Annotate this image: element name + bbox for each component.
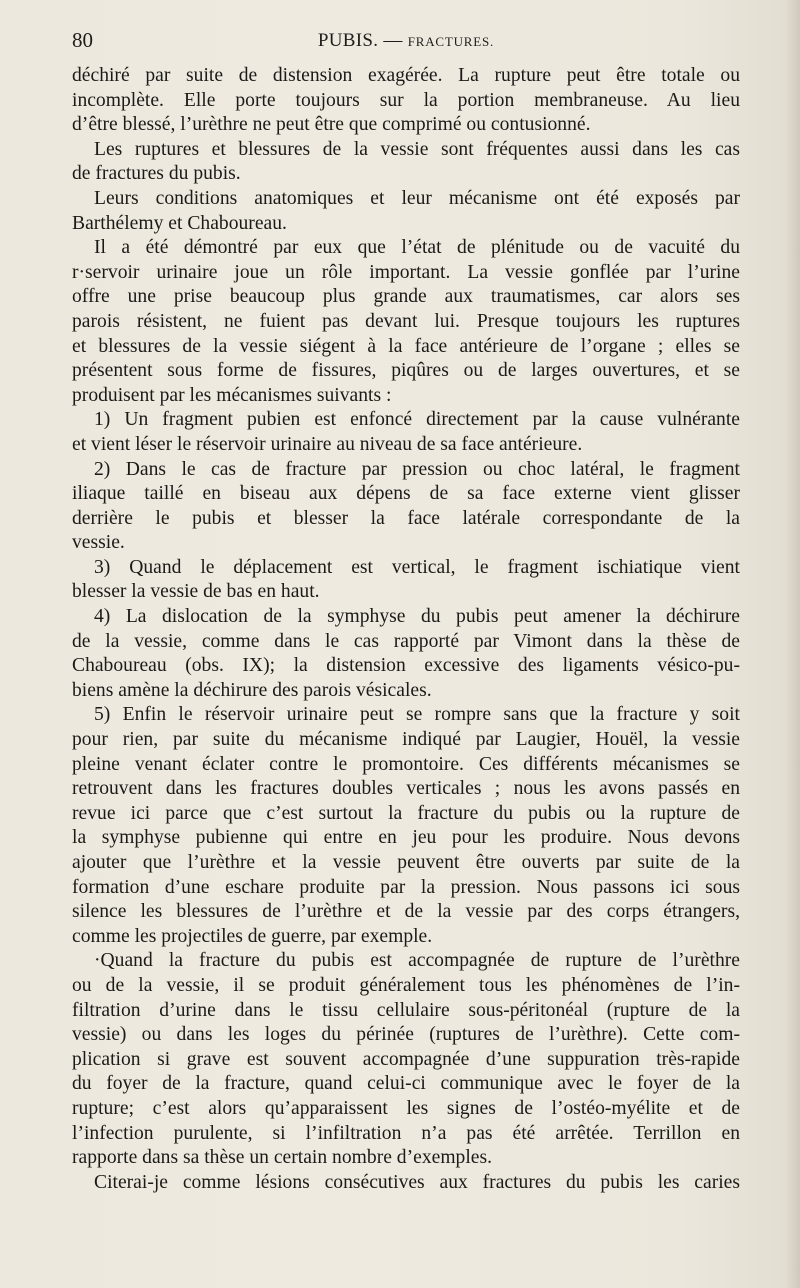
page-edge-shadow [784, 0, 800, 1288]
text-line: vessie) ou dans les loges du périnée (ruptures de l’urèthre). Cette com- [72, 1024, 740, 1046]
running-head-main: PUBIS. [317, 30, 379, 51]
text-line: pleine venant éclater contre le promontoire. Ces différents mécanismes se [72, 753, 740, 775]
text-line: offre une prise beaucoup plus grande aux traumatismes, car alors ses [72, 286, 740, 308]
text-line: retrouvent dans les fractures doubles verticales ; nous les avons passés en [72, 778, 740, 800]
text-line: rupture; c’est alors qu’apparaissent les signes de l’ostéo-myélite et de [72, 1097, 740, 1119]
text-line: r·servoir urinaire joue un rôle important. La vessie gonflée par l’urine [72, 261, 740, 283]
text-line: parois résistent, ne fuient pas devant lui. Presque toujours les ruptures [72, 310, 740, 332]
text-line: déchiré par suite de distension exagérée. La rupture peut être totale ou [72, 65, 740, 86]
text-line: et blessures de la vessie siégent à la face antérieure de l’organe ; elles se [72, 335, 740, 357]
text-line: Les ruptures et blessures de la vessie sont fréquentes aussi dans les cas [94, 138, 740, 160]
text-line: ·Quand la fracture du pubis est accompagnée de rupture de l’urèthre [94, 950, 740, 972]
text-line: produisent par les mécanismes suivants : [72, 384, 392, 406]
running-head-dash: — [383, 30, 403, 51]
text-line: silence les blessures de l’urèthre et de la vessie par des corps étrangers, [72, 901, 740, 923]
page-header [72, 28, 740, 62]
text-line: rapporte dans sa thèse un certain nombre d’exemples. [72, 1147, 493, 1169]
body-text [72, 64, 740, 1195]
running-head-sub: FRACTURES. [407, 34, 495, 49]
text-line: du foyer de la fracture, quand celui-ci communique avec le foyer de la [72, 1073, 740, 1095]
text-line: présentent sous forme de fissures, piqûres ou de larges ouvertures, et se [72, 360, 740, 382]
text-line: l’infection purulente, si l’infiltration n’a pas été arrêtée. Terrillon en [72, 1122, 740, 1144]
text-line: de fractures du pubis. [72, 163, 241, 185]
text-line: de la vessie, comme dans le cas rapporté par Vimont dans la thèse de [72, 630, 740, 652]
text-line: derrière le pubis et blesser la face latérale correspondante de la [72, 507, 740, 529]
text-line: la symphyse pubienne qui entre en jeu pour les produire. Nous devons [72, 827, 740, 849]
text-line: plication si grave est souvent accompagnée d’une suppuration très-rapide [72, 1048, 740, 1070]
text-line: d’être blessé, l’urèthre ne peut être que comprimé ou contusionné. [72, 114, 591, 136]
text-line: ou de la vessie, il se produit généralement tous les phénomènes de l’in- [72, 974, 740, 996]
text-line: biens amène la déchirure des parois vésicales. [72, 679, 432, 701]
text-line: et vient léser le réservoir urinaire au niveau de sa face antérieure. [72, 433, 583, 455]
text-line: blesser la vessie de bas en haut. [72, 581, 320, 603]
text-line: vessie. [72, 532, 125, 554]
text-line: filtration d’urine dans le tissu cellulaire sous-péritonéal (rupture de la [72, 999, 740, 1021]
text-line: 1) Un fragment pubien est enfoncé directement par la cause vulnérante [94, 409, 740, 431]
text-line: formation d’une eschare produite par la pression. Nous passons ici sous [72, 876, 740, 898]
text-line: pour rien, par suite du mécanisme indiqué par Laugier, Houël, la vessie [72, 729, 740, 751]
text-line: revue ici parce que c’est surtout la fracture du pubis ou la rupture de [72, 802, 740, 824]
text-line: 5) Enfin le réservoir urinaire peut se rompre sans que la fracture y soit [94, 704, 740, 726]
text-line: 2) Dans le cas de fracture par pression ou choc latéral, le fragment [94, 458, 740, 480]
text-line: ajouter que l’urèthre et la vessie peuvent être ouverts par suite de la [72, 852, 740, 873]
page-number: 80 [72, 28, 93, 52]
running-head [72, 30, 740, 52]
text-line: iliaque taillé en biseau aux dépens de sa face externe vient glisser [72, 483, 740, 505]
text-line: incomplète. Elle porte toujours sur la portion membraneuse. Au lieu [72, 89, 740, 111]
text-line: Il a été démontré par eux que l’état de plénitude ou de vacuité du [94, 237, 740, 259]
text-line: Chaboureau (obs. IX); la distension excessive des ligaments vésico-pu- [72, 655, 740, 677]
text-line: Barthélemy et Chaboureau. [72, 212, 287, 234]
text-line: Leurs conditions anatomiques et leur mécanisme ont été exposés par [94, 187, 740, 209]
text-line: Citerai-je comme lésions consécutives aux fractures du pubis les caries [94, 1171, 740, 1193]
text-line: 4) La dislocation de la symphyse du pubis peut amener la déchirure [94, 606, 740, 628]
text-line: comme les projectiles de guerre, par exemple. [72, 925, 433, 947]
text-line: 3) Quand le déplacement est vertical, le fragment ischiatique vient [94, 556, 740, 578]
